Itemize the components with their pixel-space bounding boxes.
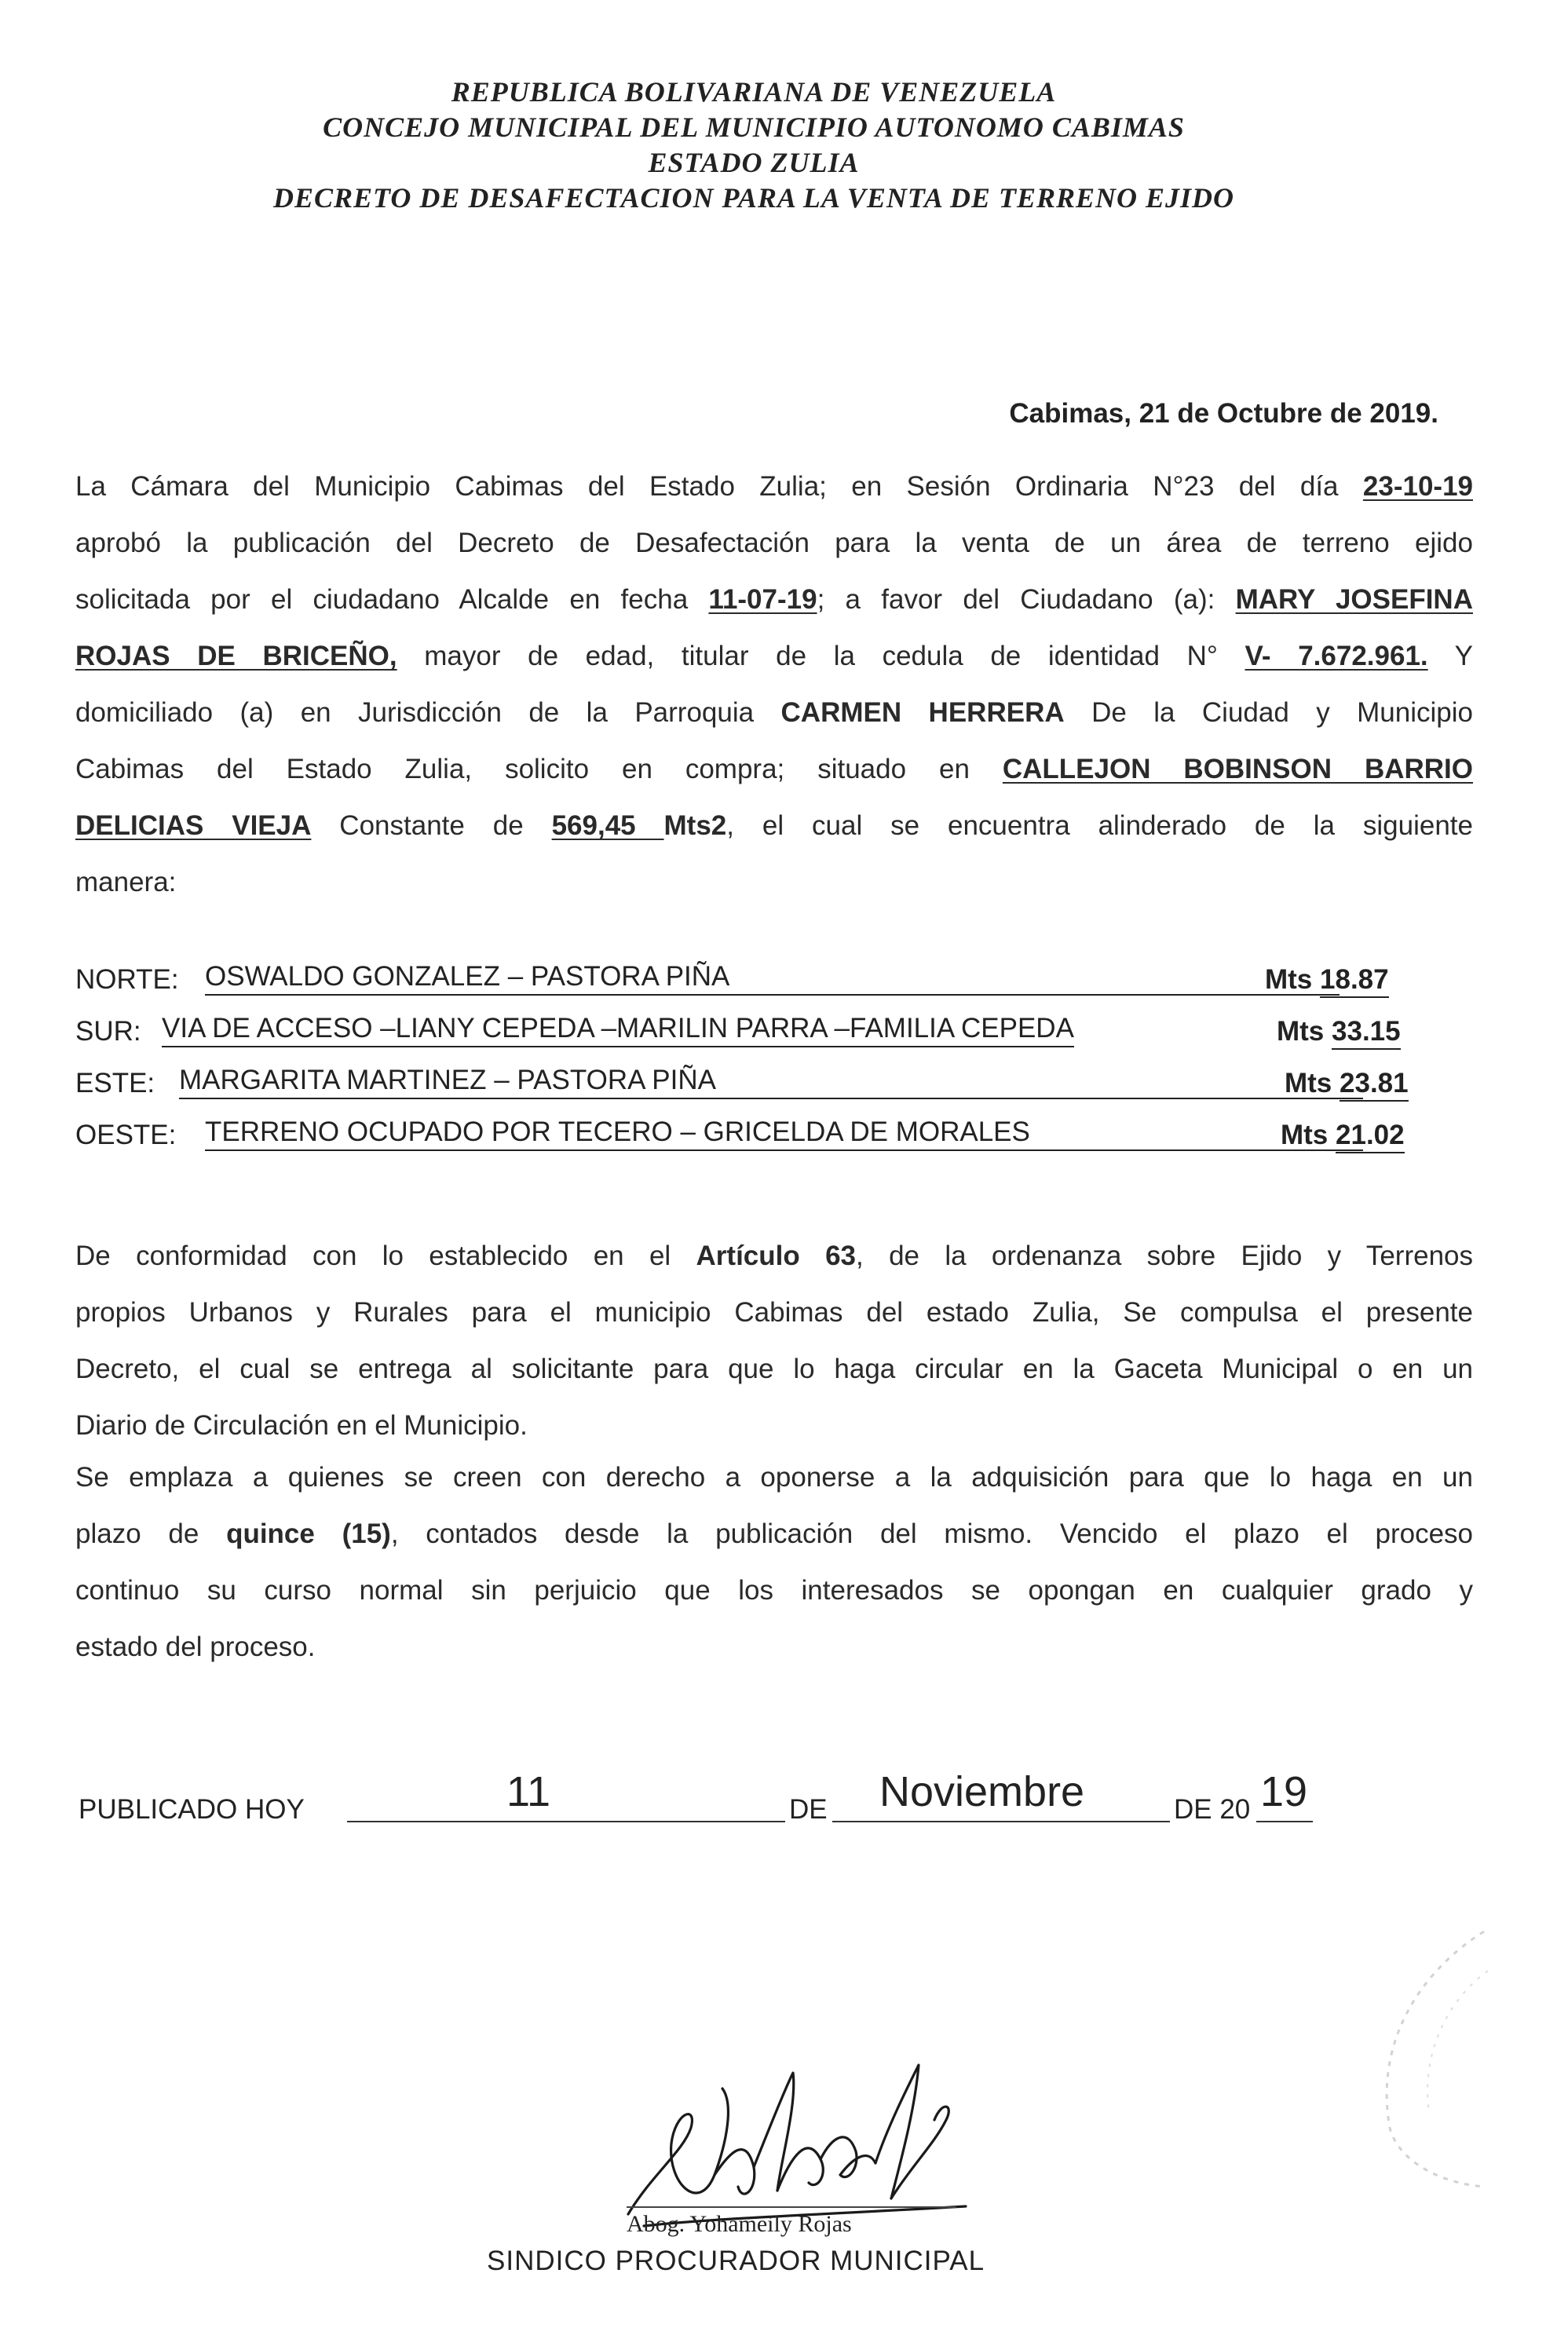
boundary-owner: MARGARITA MARTINEZ – PASTORA PIÑA: [179, 1065, 716, 1099]
boundary-owner: VIA DE ACCESO –LIANY CEPEDA –MARILIN PARRA –FAMILIA CEPEDA: [162, 1013, 1074, 1047]
body-line-4: ROJAS DE BRICEÑO, mayor de edad, titular de la cedula de identidad N° V- 7.672.961. Y: [75, 641, 1474, 671]
opposition-term: quince (15): [226, 1519, 391, 1549]
location-part1: CALLEJON BOBINSON BARRIO: [1002, 754, 1473, 784]
published-year: 19: [1260, 1768, 1308, 1815]
body-line-3: solicitada por el ciudadano Alcalde en fecha 11-07-19; a favor del Ciudadano (a): MARY JOSEFINA: [75, 584, 1473, 615]
boundary-north: NORTE: OSWALDO GONZALEZ – PASTORA PIÑA Mts 18.87: [75, 964, 1426, 1000]
signatory-name: Abog. Yohameily Rojas: [627, 2206, 956, 2238]
boundary-south: SUR: VIA DE ACCESO –LIANY CEPEDA –MARILIN PARRA –FAMILIA CEPEDA Mts 33.15: [75, 1016, 1426, 1052]
boundary-west: OESTE: TERRENO OCUPADO POR TECERO – GRICELDA DE MORALES Mts 21.02: [75, 1120, 1426, 1156]
publication-line: PUBLICADO HOY 11 DE Noviembre DE 20 19: [79, 1763, 1335, 1826]
request-date: 11-07-19: [708, 584, 817, 615]
header-decree-title: DECRETO DE DESAFECTACION PARA LA VENTA DE TERRENO EJIDO: [273, 182, 1234, 214]
parish-name: CARMEN HERRERA: [780, 697, 1065, 728]
body-line-1: La Cámara del Municipio Cabimas del Estado Zulia; en Sesión Ordinaria N°23 del día 23-10-19: [75, 471, 1473, 502]
signature-block: [440, 2057, 1068, 2285]
citizen-name-part1: MARY JOSEFINA: [1235, 584, 1473, 615]
area-value: 569,45: [551, 810, 664, 841]
header-council: CONCEJO MUNICIPAL DEL MUNICIPIO AUTONOMO CABIMAS: [323, 111, 1185, 143]
id-number: V- 7.672.961.: [1245, 641, 1428, 671]
article-reference: Artículo 63: [696, 1241, 857, 1271]
date-line: Cabimas, 21 de Octubre de 2019.: [1009, 398, 1438, 429]
location-part2: DELICIAS VIEJA: [75, 810, 312, 841]
body-line-6: Cabimas del Estado Zulia, solicito en compra; situado en CALLEJON BOBINSON BARRIO: [75, 754, 1473, 784]
boundary-measure: 18.87: [1320, 964, 1389, 998]
boundary-measure: 21.02: [1336, 1120, 1405, 1153]
published-month: Noviembre: [879, 1768, 1085, 1815]
citizen-name-part2: ROJAS DE BRICEÑO,: [75, 641, 397, 671]
signatory-title: SINDICO PROCURADOR MUNICIPAL: [487, 2246, 985, 2276]
header-state: ESTADO ZULIA: [648, 147, 860, 178]
published-label: PUBLICADO HOY: [79, 1794, 305, 1825]
document-page: REPUBLICA BOLIVARIANA DE VENEZUELA CONCEJO MUNICIPAL DEL MUNICIPIO AUTONOMO CABIMAS ESTADO ZULIA DECRETO DE DESAFECTACION PARA LA VENTA DE TERRENO EJIDO Cabimas, 21 de Octubre de 2019. La Cámara del Municipio Cabimas del Estado Zulia; en Sesión Ordinaria N°23 del día 23-10-19 aprobó la publicación del Decreto de Desafectación para la venta de un área de terreno ejido solicitada por el ciudadano Alcalde en fecha 11-07-19; a favor del Ciudadano (a): MARY JOSEFINA ROJAS DE BRICEÑO, mayor de edad, titular de la cedula de identidad N° V- 7.672.961. Y domiciliado (a) en Jurisdicción de la Parroquia CARMEN HERRERA De la Ciudad y Municipio Cabimas del Estado Zulia, solicito en compra; situado en CALLEJON BOBINSON BARRIO DELICIAS VIEJA Constante de 569,45 Mts2, el cual se encuentra alinderado de la siguiente manera: NORTE: OSWALDO GONZALEZ – PASTORA PIÑA Mts 18.87 SUR: VIA DE ACCESO –LIANY CEPEDA –MARILIN PARRA –FAMILIA CEPEDA Mts 33.15 ESTE: MARGARITA MARTINEZ – PASTORA PIÑA Mts 23.81 OESTE: TERRENO OCUPADO POR TECERO – GRICELDA DE MORALES Mts 21.02 De conformidad con lo establecido en el Artículo 63, de la ordenanza sobre Ejido y Terrenos propios Urbanos y Rurales para el municipio Cabimas del estado Zulia, Se compulsa el presente Decreto, el cual se entrega al solicitante para que lo haga circular en la Gaceta Municipal o en un Diario de Circulación en el Municipio. Se emplaza a quienes se creen con derecho a oponerse a la adquisición para que lo haga en un plazo de quince (15), contados desde la publicación del mismo. Vencido el plazo el proceso continuo su curso normal sin perjuicio que los interesados se opongan en cualquier grado y estado del proceso. PUBLICADO HOY 11 DE Noviembre DE 20 19 Abog. Yohameily Rojas SINDICO PROCURADOR MUNICIPAL: [0, 0, 1568, 2350]
body-line-8: manera:: [75, 867, 177, 897]
body-line-2: aprobó la publicación del Decreto de Desafectación para la venta de un área de terreno ejido: [75, 528, 1473, 558]
boundary-measure: 23.81: [1340, 1068, 1409, 1102]
body-line-7: DELICIAS VIEJA Constante de 569,45 Mts2, el cual se encuentra alinderado de la siguiente: [75, 810, 1473, 841]
document-header: [157, 75, 1351, 216]
boundary-east: ESTE: MARGARITA MARTINEZ – PASTORA PIÑA Mts 23.81: [75, 1068, 1426, 1104]
published-day: 11: [506, 1768, 551, 1815]
boundary-owner: OSWALDO GONZALEZ – PASTORA PIÑA: [205, 961, 729, 996]
faint-stamp: [1327, 1924, 1500, 2191]
header-republic: REPUBLICA BOLIVARIANA DE VENEZUELA: [451, 76, 1057, 108]
area-unit: Mts2: [663, 810, 727, 841]
body-line-5: domiciliado (a) en Jurisdicción de la Parroquia CARMEN HERRERA De la Ciudad y Municipio: [75, 697, 1473, 728]
session-date: 23-10-19: [1362, 471, 1473, 502]
boundary-owner: TERRENO OCUPADO POR TECERO – GRICELDA DE MORALES: [205, 1117, 1030, 1151]
boundary-measure: 33.15: [1332, 1016, 1401, 1050]
